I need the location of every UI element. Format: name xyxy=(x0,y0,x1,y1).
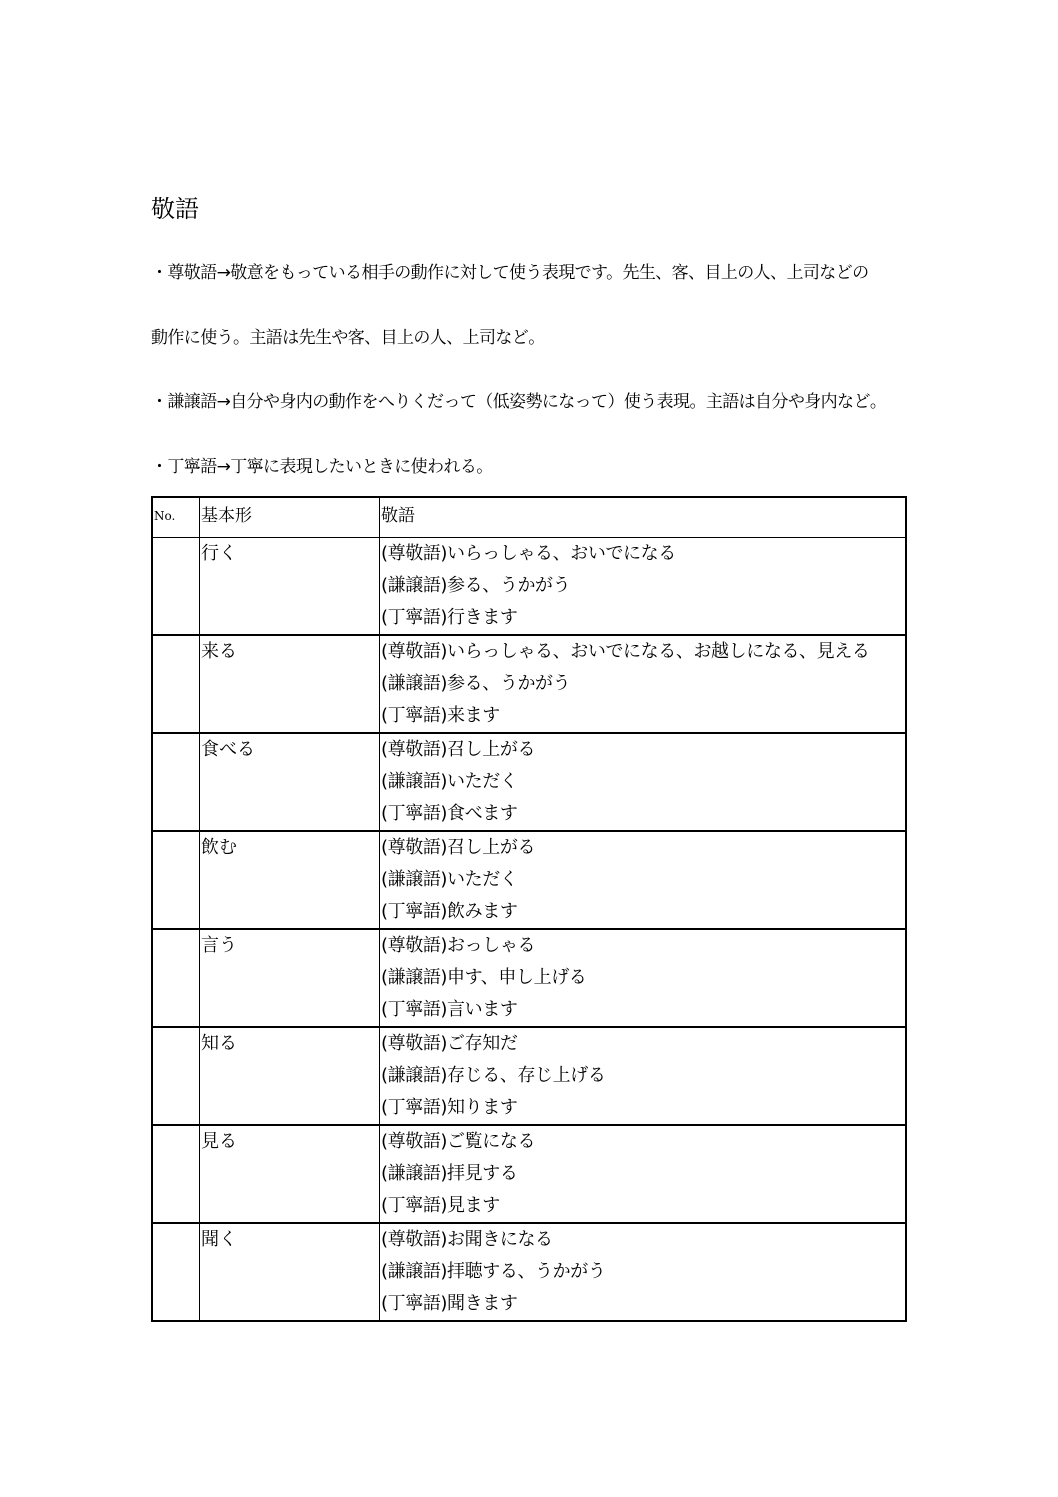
sonkeigo-form: (尊敬語)召し上がる xyxy=(381,739,536,760)
row-no xyxy=(152,929,200,1027)
row-keigo-forms xyxy=(380,538,907,636)
sonkeigo-definition-line2: 動作に使う。主語は先生や客、目上の人、上司など。 xyxy=(151,328,545,348)
kenjougo-form: (謙譲語)いただく xyxy=(381,771,518,792)
kenjougo-form: (謙譲語)参る、うかがう xyxy=(381,673,571,694)
header-keigo: 敬語 xyxy=(380,497,907,538)
teineigo-form: (丁寧語)聞きます xyxy=(381,1293,518,1314)
row-no xyxy=(152,1223,200,1321)
row-base-form: 聞く xyxy=(200,1223,380,1321)
row-keigo-forms xyxy=(380,733,907,831)
teineigo-definition: ・丁寧語→丁寧に表現したいときに使われる。 xyxy=(151,457,493,477)
row-keigo-forms xyxy=(380,831,907,929)
page-title: 敬語 xyxy=(151,195,199,223)
kenjougo-form: (謙譲語)拝聴する、うかがう xyxy=(381,1261,606,1282)
row-base-form: 見る xyxy=(200,1125,380,1223)
sonkeigo-form: (尊敬語)いらっしゃる、おいでになる、お越しになる、見える xyxy=(381,641,870,662)
teineigo-form: (丁寧語)言います xyxy=(381,999,518,1020)
teineigo-form: (丁寧語)行きます xyxy=(381,607,518,628)
sonkeigo-form: (尊敬語)おっしゃる xyxy=(381,935,536,956)
row-base-form: 食べる xyxy=(200,733,380,831)
table-row xyxy=(152,635,906,733)
sonkeigo-definition-line1: ・尊敬語→敬意をもっている相手の動作に対して使う表現です。先生、客、目上の人、上司などの xyxy=(151,263,869,283)
table-row xyxy=(152,929,906,1027)
keigo-table xyxy=(151,496,907,1322)
header-no: No. xyxy=(152,497,200,538)
row-keigo-forms xyxy=(380,929,907,1027)
sonkeigo-form: (尊敬語)いらっしゃる、おいでになる xyxy=(381,543,676,564)
row-base-form: 知る xyxy=(200,1027,380,1125)
sonkeigo-form: (尊敬語)召し上がる xyxy=(381,837,536,858)
kenjougo-form: (謙譲語)参る、うかがう xyxy=(381,575,571,596)
kenjougo-form: (謙譲語)いただく xyxy=(381,869,518,890)
row-no xyxy=(152,635,200,733)
table-row xyxy=(152,538,906,636)
table-row xyxy=(152,1223,906,1321)
row-keigo-forms xyxy=(380,1027,907,1125)
row-no xyxy=(152,538,200,636)
kenjougo-form: (謙譲語)申す、申し上げる xyxy=(381,967,587,988)
sonkeigo-form: (尊敬語)お聞きになる xyxy=(381,1229,553,1250)
kenjougo-form: (謙譲語)存じる、存じ上げる xyxy=(381,1065,606,1086)
row-no xyxy=(152,1027,200,1125)
table-row xyxy=(152,831,906,929)
header-base-form: 基本形 xyxy=(200,497,380,538)
teineigo-form: (丁寧語)来ます xyxy=(381,705,500,726)
teineigo-form: (丁寧語)見ます xyxy=(381,1195,500,1216)
kenjougo-definition: ・謙譲語→自分や身内の動作をへりくだって（低姿勢になって）使う表現。主語は自分や身内など。 xyxy=(151,392,887,412)
table-row xyxy=(152,1125,906,1223)
row-keigo-forms xyxy=(380,1223,907,1321)
table-row xyxy=(152,733,906,831)
row-no xyxy=(152,733,200,831)
kenjougo-form: (謙譲語)拝見する xyxy=(381,1163,518,1184)
teineigo-form: (丁寧語)食べます xyxy=(381,803,518,824)
table-header-row xyxy=(152,497,906,538)
sonkeigo-form: (尊敬語)ご存知だ xyxy=(381,1033,518,1054)
row-base-form: 行く xyxy=(200,538,380,636)
table-row xyxy=(152,1027,906,1125)
row-no xyxy=(152,1125,200,1223)
teineigo-form: (丁寧語)飲みます xyxy=(381,901,518,922)
row-keigo-forms xyxy=(380,1125,907,1223)
row-base-form: 言う xyxy=(200,929,380,1027)
row-base-form: 来る xyxy=(200,635,380,733)
row-no xyxy=(152,831,200,929)
row-keigo-forms xyxy=(380,635,907,733)
row-base-form: 飲む xyxy=(200,831,380,929)
sonkeigo-form: (尊敬語)ご覧になる xyxy=(381,1131,536,1152)
teineigo-form: (丁寧語)知ります xyxy=(381,1097,518,1118)
